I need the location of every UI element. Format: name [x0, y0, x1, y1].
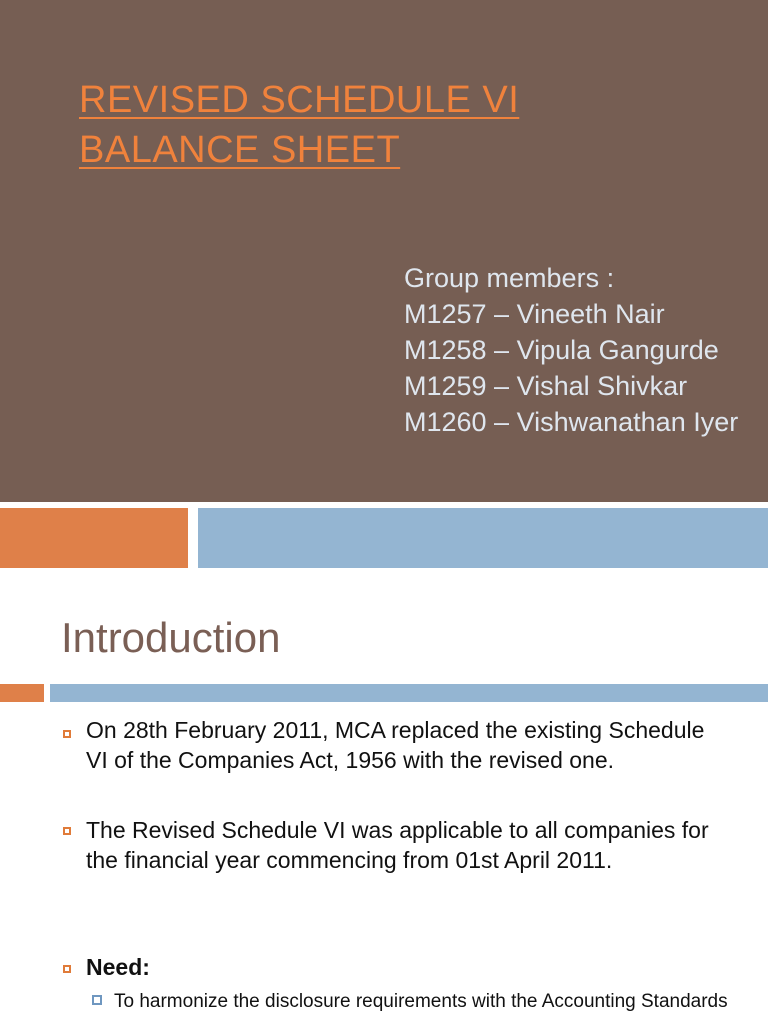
member-entry: M1260 – Vishwanathan Iyer — [404, 407, 739, 437]
group-members-heading: Group members : — [404, 263, 615, 293]
bullet-text: On 28th February 2011, MCA replaced the existing Schedule VI of the Companies Act, 1956 with the revised one. — [86, 717, 705, 773]
heading-rule-orange — [0, 684, 44, 702]
square-sub-bullet-icon — [92, 995, 102, 1005]
heading-rule-blue — [50, 684, 768, 702]
title-slide — [0, 0, 768, 502]
slide-title-line-2: BALANCE SHEET — [79, 129, 401, 171]
slide-heading: Introduction — [61, 614, 281, 661]
square-bullet-icon — [63, 827, 71, 835]
member-entry: M1259 – Vishal Shivkar — [404, 371, 688, 401]
bullet-text: The Revised Schedule VI was applicable to all companies for the financial year commencing from 01st April 2011. — [86, 817, 709, 873]
accent-bar-blue — [198, 508, 768, 568]
slide-title-line-1: REVISED SCHEDULE VI — [79, 79, 520, 121]
sub-bullet-text: To harmonize the disclosure requirements with the Accounting Standards — [114, 991, 728, 1012]
square-bullet-icon — [63, 965, 71, 973]
group-members-list — [404, 260, 738, 440]
bullet-text-need — [86, 952, 150, 982]
square-bullet-icon — [63, 730, 71, 738]
member-entry: M1257 – Vineeth Nair — [404, 299, 665, 329]
need-label: Need: — [86, 954, 150, 980]
member-entry: M1258 – Vipula Gangurde — [404, 335, 719, 365]
accent-bar-orange — [0, 508, 188, 568]
